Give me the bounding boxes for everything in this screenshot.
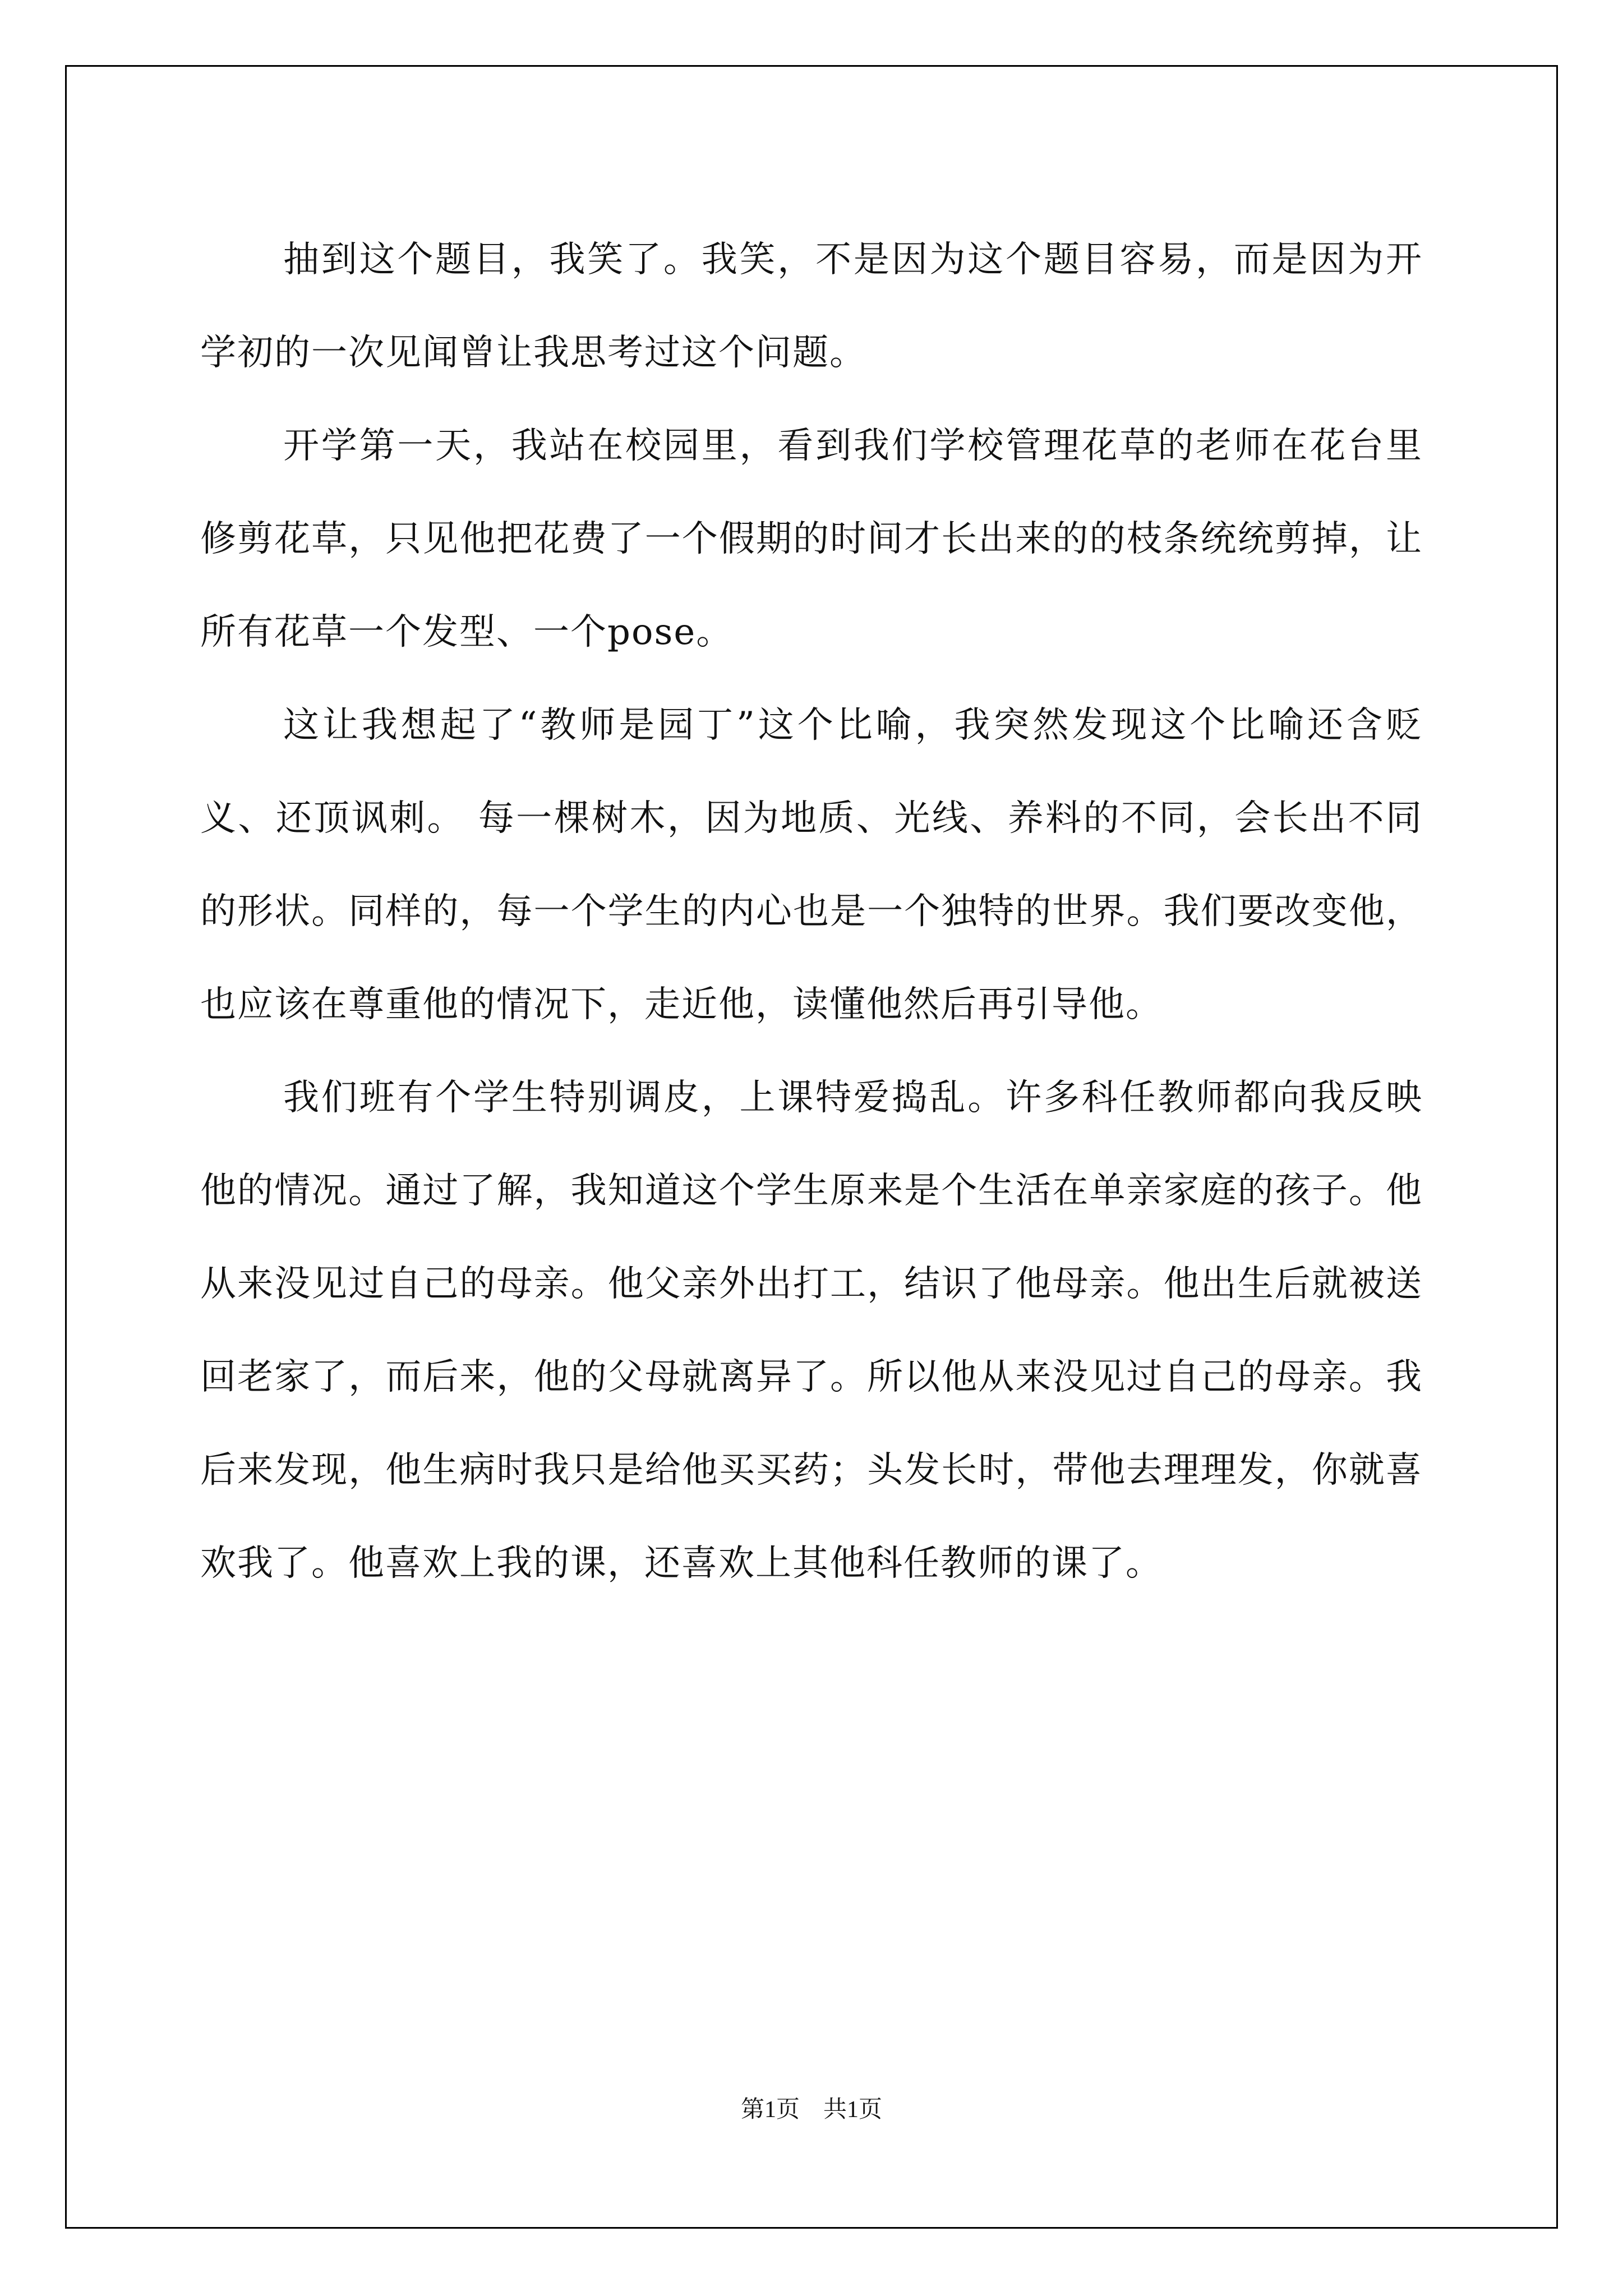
paragraph-3: 这让我想起了“教师是园丁”这个比喻，我突然发现这个比喻还含贬义、还顶讽刺。 每一棵树木，因为地质、光线、养料的不同，会长出不同的形状。同样的，每一个学生的内心也是一个独特的世界。我们要改变他，也应该在尊重他的情况下，走近他，读懂他然后再引导他。 xyxy=(200,705,1423,1025)
page-number-footer: 第1页 共1页 xyxy=(740,2097,882,2123)
document-body xyxy=(200,213,1423,1610)
paragraph-1: 抽到这个题目，我笑了。我笑，不是因为这个题目容易，而是因为开学初的一次见闻曾让我思考过这个问题。 xyxy=(200,239,1423,374)
paragraph-4: 我们班有个学生特别调皮，上课特爱捣乱。许多科任教师都向我反映他的情况。通过了解，我知道这个学生原来是个生活在单亲家庭的孩子。他从来没见过自己的母亲。他父亲外出打工，结识了他母亲。他出生后就被送回老家了，而后来，他的父母就离异了。所以他从来没见过自己的母亲。我后来发现，他生病时我只是给他买买药；头发长时，带他去理理发，你就喜欢我了。他喜欢上我的课，还喜欢上其他科任教师的课了。 xyxy=(200,1077,1423,1584)
paragraph-2: 开学第一天，我站在校园里，看到我们学校管理花草的老师在花台里修剪花草，只见他把花费了一个假期的时间才长出来的的枝条统统剪掉，让所有花草一个发型、一个pose。 xyxy=(200,425,1423,653)
